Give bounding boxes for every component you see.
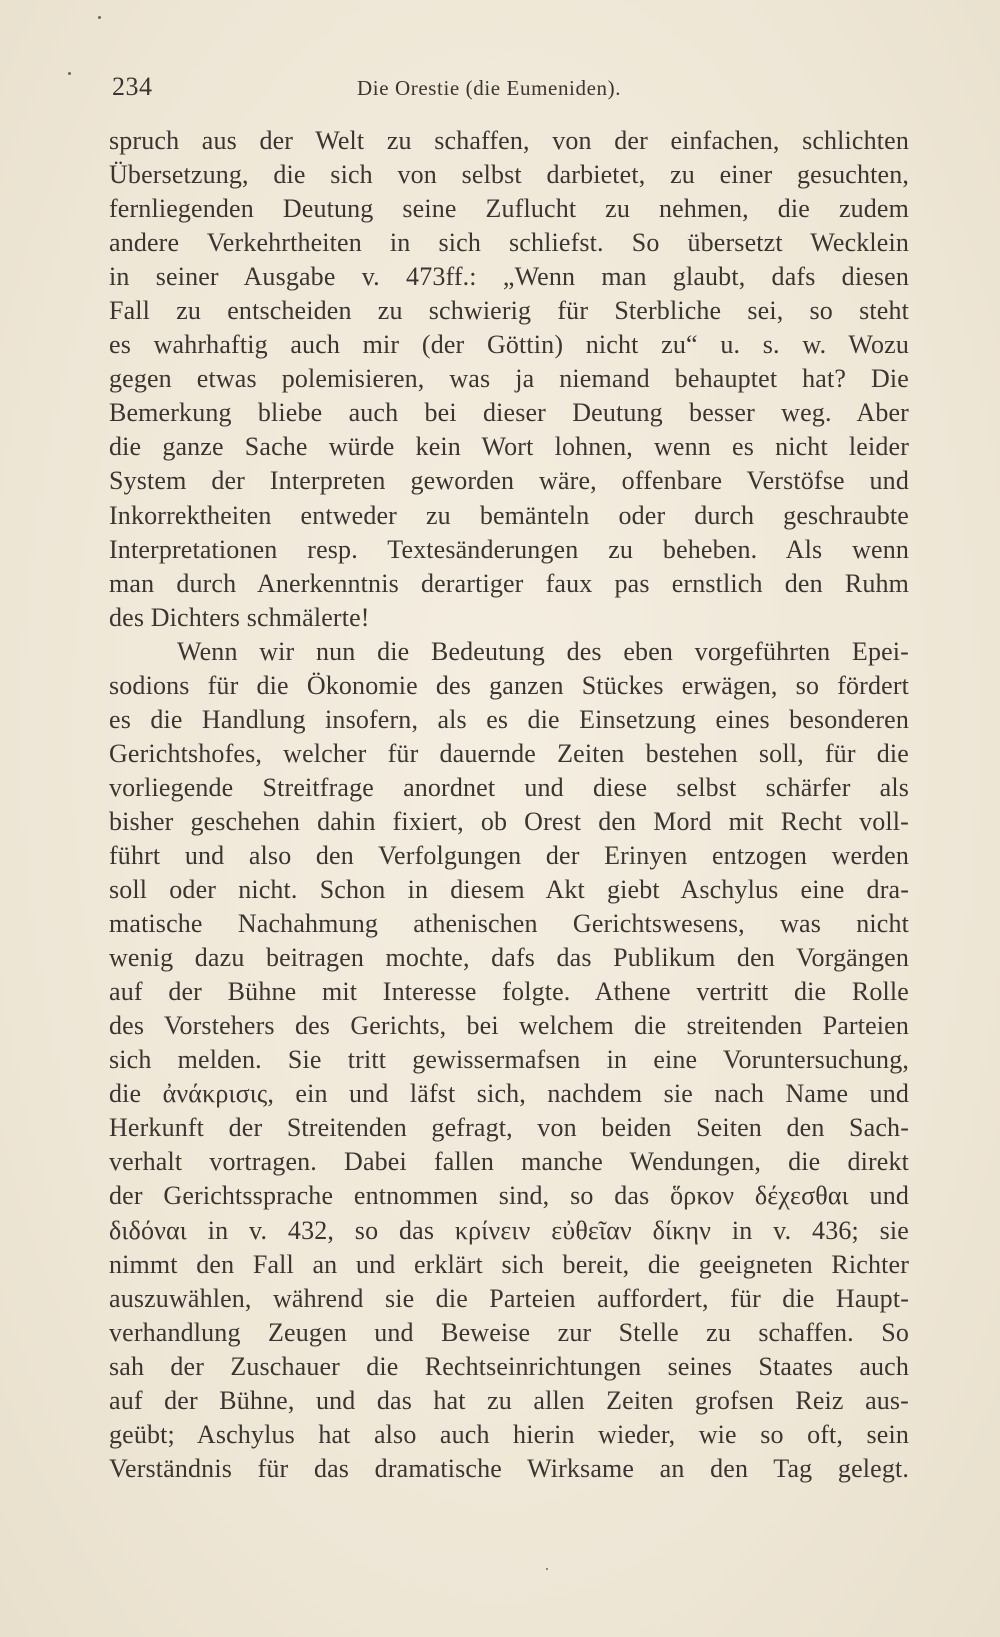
- text-line: matische Nachahmung athenischen Gerichtswesens, was nicht: [109, 909, 909, 939]
- text-line: die ganze Sache würde kein Wort lohnen, wenn es nicht leider: [109, 432, 909, 462]
- text-line: die ἀνάκρισις, ein und läfst sich, nachdem sie nach Name und: [109, 1079, 909, 1109]
- text-line: geübt; Aschylus hat also auch hierin wieder, wie so oft, sein: [109, 1419, 909, 1449]
- text-line: Herkunft der Streitenden gefragt, von beiden Seiten den Sach-: [109, 1113, 909, 1143]
- page-header: [112, 72, 907, 108]
- text-line-paragraph-start: Wenn wir nun die Bedeutung des eben vorgeführten Epei-: [177, 636, 909, 666]
- text-line: verhandlung Zeugen und Beweise zur Stelle zu schaffen. So: [109, 1317, 909, 1347]
- running-title: Die Orestie (die Eumeniden).: [357, 76, 622, 100]
- text-line: sah der Zuschauer die Rechtseinrichtungen seines Staates auch: [109, 1351, 909, 1381]
- page-number: 234: [112, 72, 153, 101]
- text-line: sodions für die Ökonomie des ganzen Stückes erwägen, so fördert: [109, 670, 909, 700]
- text-line: nimmt den Fall an und erklärt sich bereit, die geeigneten Richter: [109, 1249, 909, 1279]
- text-line: andere Verkehrtheiten in sich schliefst. So übersetzt Wecklein: [109, 228, 909, 258]
- text-line: man durch Anerkenntnis derartiger faux pas ernstlich den Ruhm: [109, 568, 909, 598]
- text-line: auf der Bühne, und das hat zu allen Zeiten grofsen Reiz aus-: [109, 1385, 909, 1415]
- text-line-paragraph-end: des Dichters schmälerte!: [109, 602, 370, 632]
- text-line: auf der Bühne mit Interesse folgte. Athene vertritt die Rolle: [109, 977, 909, 1007]
- text-line: auszuwählen, während sie die Parteien auffordert, für die Haupt-: [109, 1283, 909, 1313]
- text-line: διδόναι in v. 432, so das κρίνειν εὐθεῖαν δίκην in v. 436; sie: [109, 1215, 909, 1245]
- text-line: System der Interpreten geworden wäre, offenbare Verstöfse und: [109, 466, 909, 496]
- text-line: Inkorrektheiten entweder zu bemänteln oder durch geschraubte: [109, 500, 909, 530]
- text-line: sich melden. Sie tritt gewissermafsen in eine Voruntersuchung,: [109, 1045, 909, 1075]
- text-line: es die Handlung insofern, als es die Einsetzung eines besonderen: [109, 704, 909, 734]
- text-line: fernliegenden Deutung seine Zuflucht zu nehmen, die zudem: [109, 194, 909, 224]
- ink-speck: [68, 72, 71, 75]
- text-line: gegen etwas polemisieren, was ja niemand behauptet hat? Die: [109, 364, 909, 394]
- text-line: spruch aus der Welt zu schaffen, von der einfachen, schlichten: [109, 126, 909, 155]
- text-line: Verständnis für das dramatische Wirksame an den Tag gelegt.: [109, 1453, 909, 1483]
- text-line: Fall zu entscheiden zu schwierig für Sterbliche sei, so steht: [109, 296, 909, 326]
- text-line: bisher geschehen dahin fixiert, ob Orest den Mord mit Recht voll-: [109, 806, 909, 836]
- text-line: Gerichtshofes, welcher für dauernde Zeiten bestehen soll, für die: [109, 738, 909, 768]
- body-text: [109, 124, 909, 1486]
- text-line: wenig dazu beitragen mochte, dafs das Publikum den Vorgängen: [109, 943, 909, 973]
- ink-speck: [546, 1568, 548, 1570]
- text-line: Übersetzung, die sich von selbst darbietet, zu einer gesuchten,: [109, 160, 909, 190]
- text-line: verhalt vortragen. Dabei fallen manche Wendungen, die direkt: [109, 1147, 909, 1177]
- text-line: soll oder nicht. Schon in diesem Akt giebt Aschylus eine dra-: [109, 875, 909, 905]
- text-line: Interpretationen resp. Textesänderungen zu beheben. Als wenn: [109, 534, 909, 564]
- text-line: vorliegende Streitfrage anordnet und diese selbst schärfer als: [109, 772, 909, 802]
- ink-speck: [98, 16, 101, 19]
- text-line: Bemerkung bliebe auch bei dieser Deutung besser weg. Aber: [109, 398, 909, 428]
- text-line: in seiner Ausgabe v. 473ff.: „Wenn man glaubt, dafs diesen: [109, 262, 909, 292]
- text-line: des Vorstehers des Gerichts, bei welchem die streitenden Parteien: [109, 1011, 909, 1041]
- text-line: führt und also den Verfolgungen der Erinyen entzogen werden: [109, 840, 909, 870]
- text-line: es wahrhaftig auch mir (der Göttin) nicht zu“ u. s. w. Wozu: [109, 330, 909, 360]
- text-line: der Gerichtssprache entnommen sind, so das ὅρκον δέχεσθαι und: [109, 1181, 909, 1211]
